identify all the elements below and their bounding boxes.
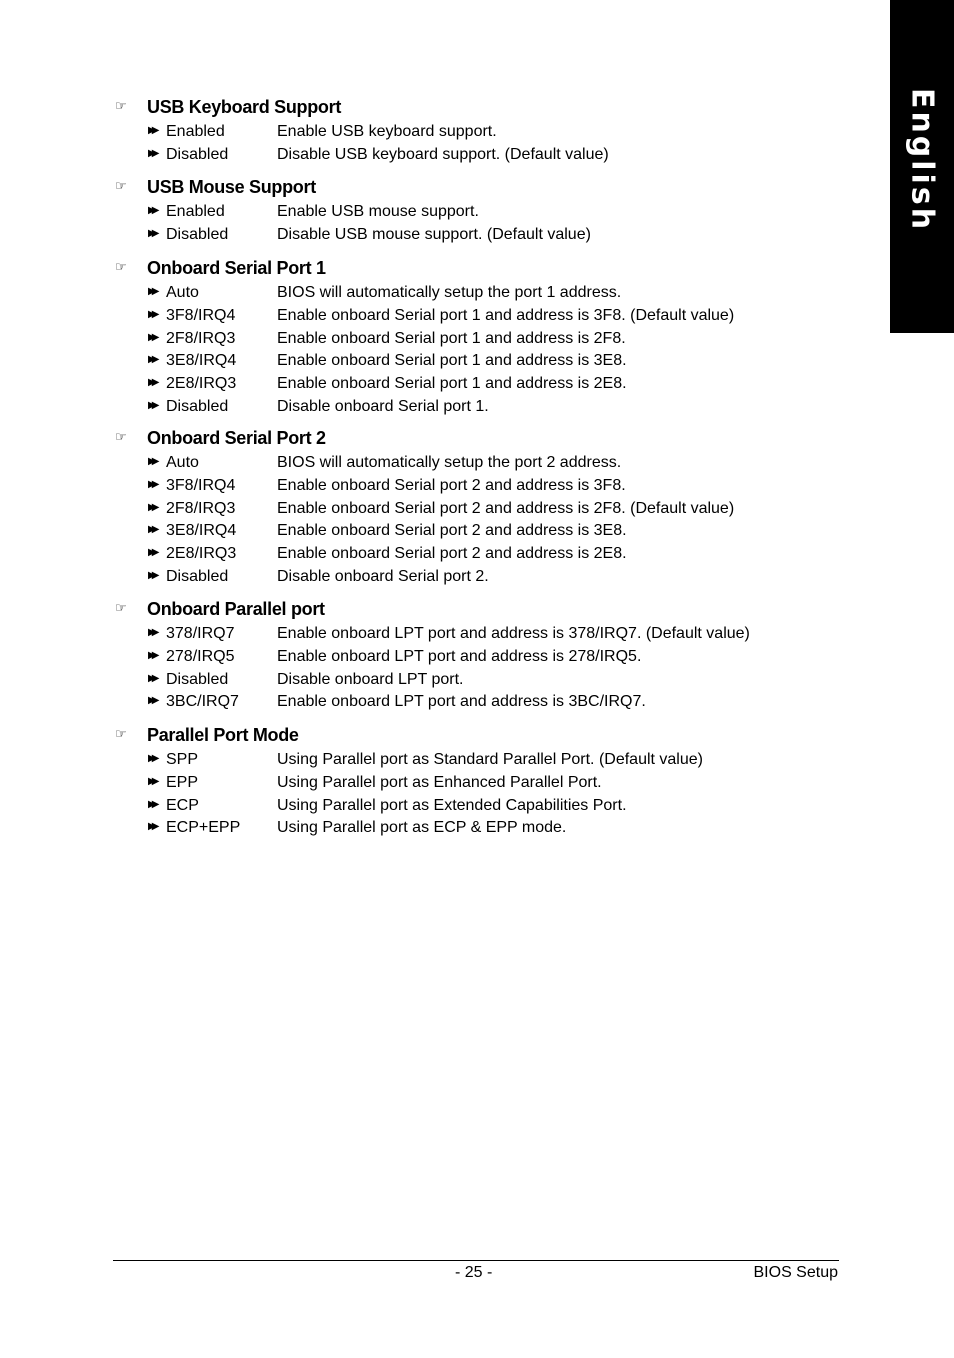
section-onboard-serial-port-2 <box>0 428 870 589</box>
section-header <box>0 428 870 452</box>
section-usb-mouse-support <box>0 177 870 247</box>
option-description: Enable onboard Serial port 1 and address is 3F8. (Default value) <box>277 306 735 324</box>
option-name: SPP <box>166 751 199 768</box>
option-row <box>0 498 870 521</box>
option-description: Disable USB mouse support. (Default value) <box>277 225 591 243</box>
option-row <box>0 305 870 328</box>
option-name: 2F8/IRQ3 <box>166 499 236 517</box>
option-row <box>0 623 870 646</box>
double-arrow-icon: ▶▶ <box>148 547 156 559</box>
pointing-hand-icon: ☞ <box>115 727 127 742</box>
option-row <box>0 121 870 144</box>
section-title: Onboard Parallel port <box>147 599 325 619</box>
option-name: Disabled <box>166 397 229 415</box>
option-description: Enable onboard Serial port 2 and address is 2F8. (Default value) <box>277 499 735 517</box>
double-arrow-icon: ▶▶ <box>148 147 156 159</box>
option-row <box>0 817 870 840</box>
option-row <box>0 691 870 714</box>
option-name: EPP <box>166 773 199 791</box>
section-title: Onboard Serial Port 1 <box>147 258 326 278</box>
section-onboard-parallel-port <box>0 599 870 714</box>
pointing-hand-icon: ☞ <box>115 430 127 445</box>
option-description: Disable USB keyboard support. (Default value) <box>277 145 609 163</box>
option-name: 3E8/IRQ4 <box>166 522 237 540</box>
section-usb-keyboard-support <box>0 97 870 167</box>
section-header <box>0 97 870 121</box>
option-row <box>0 475 870 498</box>
option-name: Disabled <box>166 670 229 688</box>
section-title: USB Keyboard Support <box>147 97 342 117</box>
double-arrow-icon: ▶▶ <box>148 798 156 810</box>
double-arrow-icon: ▶▶ <box>148 331 156 343</box>
section-parallel-port-mode <box>0 725 870 840</box>
double-arrow-icon: ▶▶ <box>148 627 156 638</box>
option-description: Enable onboard Serial port 1 and address is 2E8. <box>277 375 627 393</box>
option-row <box>0 282 870 305</box>
double-arrow-icon: ▶▶ <box>148 695 156 707</box>
option-name: 3BC/IRQ7 <box>166 693 239 711</box>
option-name: Enabled <box>166 123 225 140</box>
section-title: Parallel Port Mode <box>147 725 299 745</box>
option-name: Disabled <box>166 145 229 163</box>
option-row <box>0 772 870 795</box>
option-description: Using Parallel port as ECP & EPP mode. <box>277 819 567 837</box>
option-description: Enable onboard LPT port and address is 378/IRQ7. (Default value) <box>277 625 750 642</box>
double-arrow-icon: ▶▶ <box>148 753 156 764</box>
option-row <box>0 749 870 772</box>
double-arrow-icon: ▶▶ <box>148 286 156 297</box>
section-header <box>0 258 870 282</box>
page-number: - 25 - <box>455 1264 493 1281</box>
option-name: 3E8/IRQ4 <box>166 352 237 370</box>
language-side-tab <box>890 0 954 333</box>
double-arrow-icon: ▶▶ <box>148 354 156 366</box>
section-title: USB Mouse Support <box>147 177 316 197</box>
option-row <box>0 795 870 818</box>
double-arrow-icon: ▶▶ <box>148 227 156 239</box>
option-name: 2E8/IRQ3 <box>166 375 237 393</box>
option-name: 278/IRQ5 <box>166 647 235 665</box>
option-description: Using Parallel port as Standard Parallel Port. (Default value) <box>277 751 703 768</box>
option-description: Enable onboard LPT port and address is 3BC/IRQ7. <box>277 693 646 711</box>
section-header <box>0 725 870 749</box>
option-row <box>0 373 870 396</box>
option-name: 378/IRQ7 <box>166 625 235 642</box>
option-row <box>0 566 870 589</box>
option-name: ECP+EPP <box>166 819 241 837</box>
double-arrow-icon: ▶▶ <box>148 399 156 411</box>
option-description: Enable onboard Serial port 2 and address is 3E8. <box>277 522 627 540</box>
language-tab-label: English <box>904 87 940 233</box>
option-row <box>0 350 870 373</box>
double-arrow-icon: ▶▶ <box>148 672 156 684</box>
option-description: Enable USB mouse support. <box>277 203 479 220</box>
section-header <box>0 177 870 201</box>
option-row <box>0 669 870 692</box>
double-arrow-icon: ▶▶ <box>148 456 156 467</box>
option-row <box>0 224 870 247</box>
footer-title: BIOS Setup <box>753 1264 838 1281</box>
pointing-hand-icon: ☞ <box>115 99 127 114</box>
option-description: Using Parallel port as Enhanced Parallel Port. <box>277 773 602 791</box>
double-arrow-icon: ▶▶ <box>148 501 156 513</box>
option-name: 3F8/IRQ4 <box>166 476 236 494</box>
option-row <box>0 144 870 167</box>
option-row <box>0 520 870 543</box>
option-name: Enabled <box>166 203 225 220</box>
double-arrow-icon: ▶▶ <box>148 478 156 490</box>
double-arrow-icon: ▶▶ <box>148 821 156 833</box>
pointing-hand-icon: ☞ <box>115 179 127 194</box>
double-arrow-icon: ▶▶ <box>148 125 156 136</box>
option-name: 3F8/IRQ4 <box>166 306 236 324</box>
option-description: Enable onboard Serial port 1 and address is 3E8. <box>277 352 627 370</box>
option-description: Using Parallel port as Extended Capabilities Port. <box>277 796 627 814</box>
option-row <box>0 543 870 566</box>
pointing-hand-icon: ☞ <box>115 260 127 275</box>
option-row <box>0 328 870 351</box>
pointing-hand-icon: ☞ <box>115 601 127 616</box>
option-description: Disable onboard LPT port. <box>277 670 464 688</box>
option-name: Auto <box>166 454 199 471</box>
option-name: Disabled <box>166 567 229 585</box>
section-header <box>0 599 870 623</box>
option-description: Disable onboard Serial port 2. <box>277 567 489 585</box>
option-name: ECP <box>166 796 199 814</box>
option-name: 2F8/IRQ3 <box>166 329 236 347</box>
option-description: BIOS will automatically setup the port 2 address. <box>277 454 622 471</box>
option-row <box>0 646 870 669</box>
option-row <box>0 396 870 419</box>
double-arrow-icon: ▶▶ <box>148 649 156 661</box>
option-description: Enable onboard Serial port 2 and address is 2E8. <box>277 545 627 563</box>
option-name: 2E8/IRQ3 <box>166 545 237 563</box>
section-onboard-serial-port-1 <box>0 258 870 419</box>
footer-divider <box>113 1260 839 1261</box>
option-name: Disabled <box>166 225 229 243</box>
section-title: Onboard Serial Port 2 <box>147 428 326 448</box>
double-arrow-icon: ▶▶ <box>148 377 156 389</box>
option-description: BIOS will automatically setup the port 1 address. <box>277 284 622 301</box>
double-arrow-icon: ▶▶ <box>148 775 156 787</box>
option-description: Disable onboard Serial port 1. <box>277 397 489 415</box>
option-description: Enable onboard Serial port 2 and address is 3F8. <box>277 476 626 494</box>
option-row <box>0 452 870 475</box>
option-description: Enable USB keyboard support. <box>277 123 497 140</box>
option-description: Enable onboard LPT port and address is 278/IRQ5. <box>277 647 642 665</box>
double-arrow-icon: ▶▶ <box>148 308 156 320</box>
double-arrow-icon: ▶▶ <box>148 524 156 536</box>
option-name: Auto <box>166 284 199 301</box>
double-arrow-icon: ▶▶ <box>148 569 156 581</box>
option-row <box>0 201 870 224</box>
option-description: Enable onboard Serial port 1 and address is 2F8. <box>277 329 626 347</box>
double-arrow-icon: ▶▶ <box>148 205 156 216</box>
